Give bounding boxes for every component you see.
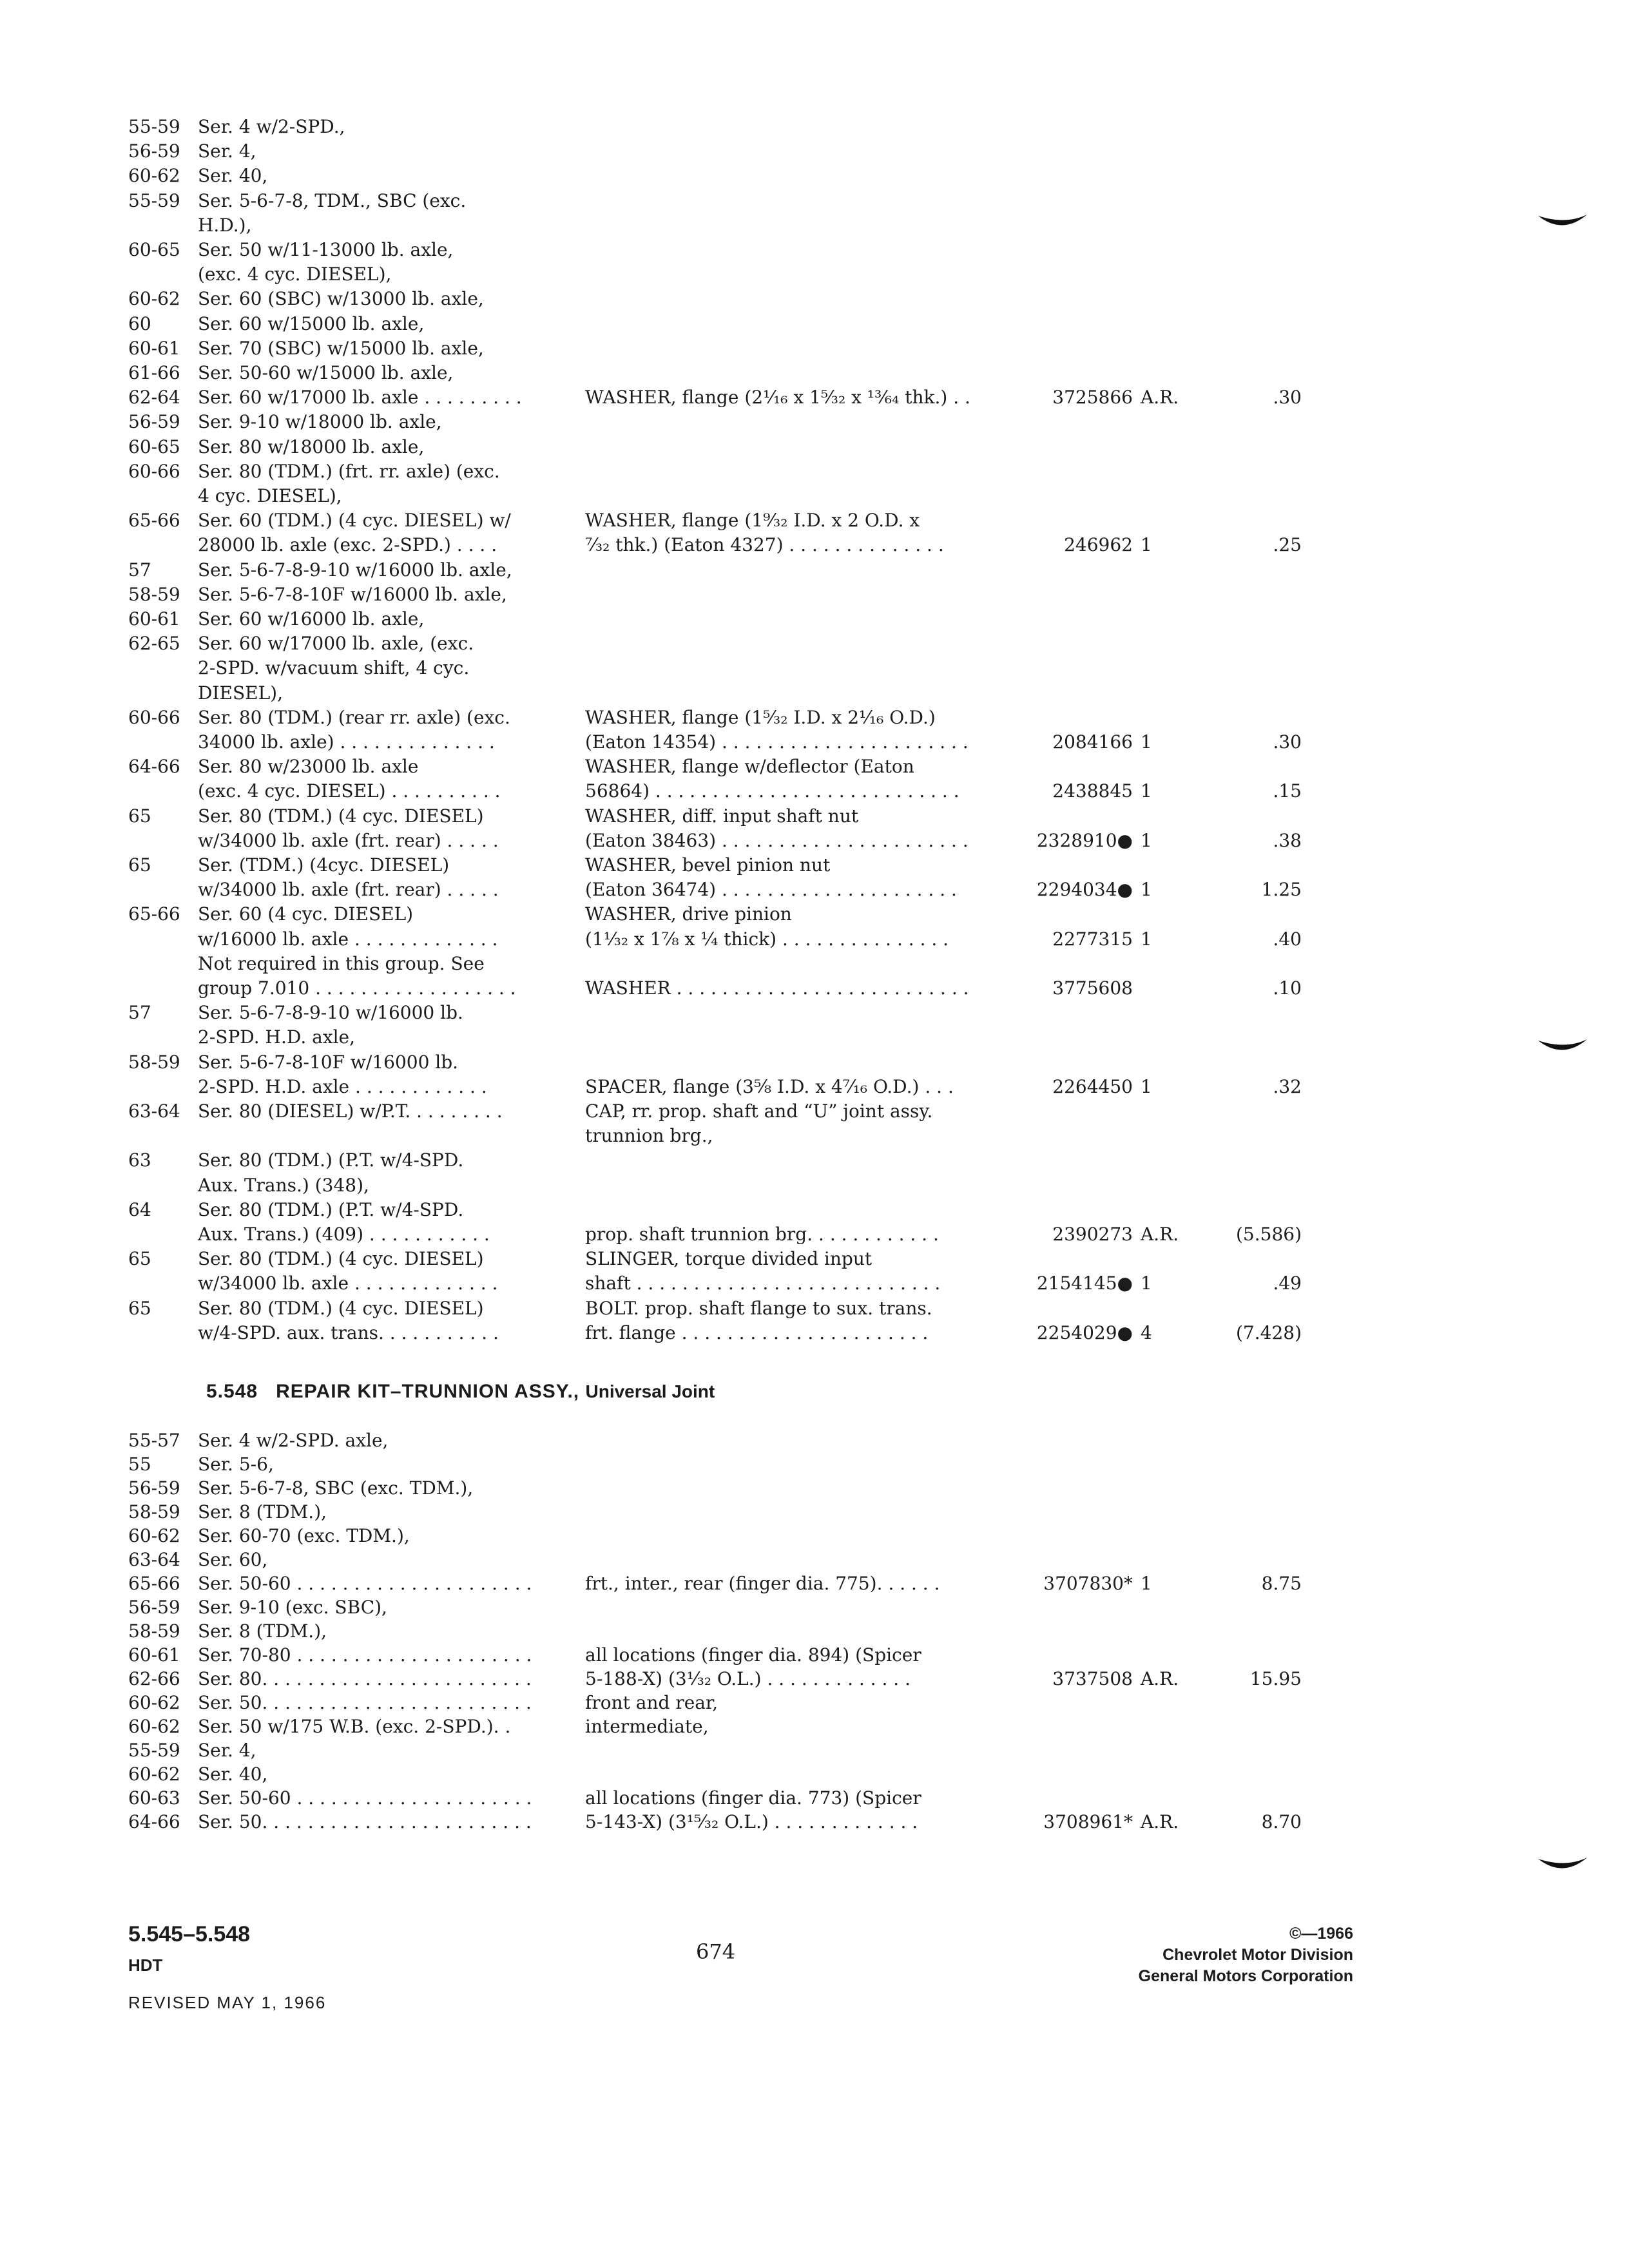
year-range: 57 <box>128 559 151 581</box>
part-description: all locations (finger dia. 773) (Spicer <box>585 1787 921 1809</box>
application: Aux. Trans.) (348), <box>198 1174 369 1196</box>
application: w/34000 lb. axle . . . . . . . . . . . . . <box>198 1273 498 1294</box>
application: Ser. 5-6-7-8-10F w/16000 lb. axle, <box>198 583 507 605</box>
application: 2-SPD. H.D. axle . . . . . . . . . . . . <box>198 1075 487 1097</box>
price: 15.95 <box>1249 1668 1302 1689</box>
parts-row <box>0 336 1629 361</box>
year-range: 55-57 <box>128 1430 180 1451</box>
quantity: 1 <box>1141 879 1152 901</box>
part-description: all locations (finger dia. 894) (Spicer <box>585 1644 921 1666</box>
part-description: SPACER, flange (3⁵⁄₈ I.D. x 4⁷⁄₁₆ O.D.) . . . <box>585 1075 954 1097</box>
parts-row <box>0 1247 1629 1271</box>
part-description: WASHER, flange w/deflector (Eaton <box>585 756 914 778</box>
application: Aux. Trans.) (409) . . . . . . . . . . . <box>198 1224 490 1245</box>
parts-row <box>0 1296 1629 1321</box>
parts-row <box>0 558 1629 582</box>
parts-row <box>0 1786 1629 1811</box>
part-number: 2154145● <box>1036 1273 1133 1294</box>
part-number: 2254029● <box>1036 1321 1133 1343</box>
parts-row <box>0 385 1629 410</box>
year-range: 55-59 <box>128 1740 180 1761</box>
application: Ser. 60 (SBC) w/13000 lb. axle, <box>198 288 484 310</box>
parts-row <box>0 1050 1629 1075</box>
part-description: prop. shaft trunnion brg. . . . . . . . . . . . <box>585 1224 939 1245</box>
part-description: WASHER . . . . . . . . . . . . . . . . . . . . . . . . . . <box>585 977 969 999</box>
division-name: Chevrolet Motor Division <box>1162 1946 1353 1964</box>
year-range: 55 <box>128 1454 151 1475</box>
part-number: 3725866 <box>1052 387 1133 408</box>
parts-row <box>0 878 1629 902</box>
parts-row <box>0 213 1629 238</box>
application: Ser. 50-60 . . . . . . . . . . . . . . . . . . . . . <box>198 1573 532 1594</box>
quantity: A.R. <box>1141 1224 1179 1245</box>
part-description: WASHER, flange (1⁵⁄₃₂ I.D. x 2¹⁄₁₆ O.D.) <box>585 706 936 728</box>
application: Ser. 9-10 (exc. SBC), <box>198 1597 387 1618</box>
part-number: 2438845 <box>1052 780 1133 802</box>
application: Ser. 60 w/16000 lb. axle, <box>198 608 425 629</box>
price: 8.70 <box>1261 1811 1302 1832</box>
parts-row <box>0 435 1629 459</box>
parts-row <box>0 1025 1629 1050</box>
year-range: 65-66 <box>128 510 180 532</box>
quantity: 1 <box>1141 780 1152 802</box>
application: Ser. 80 (TDM.) (rear rr. axle) (exc. <box>198 706 510 728</box>
application: Ser. 5-6-7-8-9-10 w/16000 lb. axle, <box>198 559 512 581</box>
parts-row <box>0 1198 1629 1222</box>
year-range: 61-66 <box>128 362 180 383</box>
application: Ser. 60, <box>198 1549 268 1570</box>
application: Ser. 60 (TDM.) (4 cyc. DIESEL) w/ <box>198 510 511 532</box>
year-range: 60-65 <box>128 239 180 260</box>
part-description: shaft . . . . . . . . . . . . . . . . . . . . . . . . . . . <box>585 1273 941 1294</box>
part-description: SLINGER, torque divided input <box>585 1248 872 1270</box>
parts-row <box>0 1691 1629 1715</box>
application: Ser. 50-60 w/15000 lb. axle, <box>198 362 454 383</box>
parts-row <box>0 607 1629 631</box>
part-number: 246962 <box>1064 534 1133 556</box>
part-description: front and rear, <box>585 1692 718 1713</box>
parts-row <box>0 1810 1629 1834</box>
price: .15 <box>1273 780 1302 802</box>
part-description: WASHER, flange (2¹⁄₁₆ x 1⁵⁄₃₂ x ¹³⁄₆₄ thk.) . . <box>585 387 970 408</box>
year-range: 56-59 <box>128 140 180 162</box>
part-description: (Eaton 36474) . . . . . . . . . . . . . . . . . . . . . <box>585 879 957 901</box>
application: Ser. 9-10 w/18000 lb. axle, <box>198 411 442 433</box>
parts-row <box>0 1715 1629 1739</box>
parts-row <box>0 853 1629 878</box>
binder-punch-mark-icon <box>1537 1034 1588 1060</box>
part-description: ⁷⁄₃₂ thk.) (Eaton 4327) . . . . . . . . . . . . . . <box>585 534 944 556</box>
parts-row <box>0 1571 1629 1596</box>
application: Ser. 80 (TDM.) (P.T. w/4-SPD. <box>198 1149 464 1171</box>
part-description: trunnion brg., <box>585 1125 713 1147</box>
application: Ser. 60 (4 cyc. DIESEL) <box>198 903 414 925</box>
year-range: 60-62 <box>128 1763 180 1785</box>
year-range: 60-61 <box>128 608 180 629</box>
part-number: 2277315 <box>1052 928 1133 950</box>
parts-row <box>0 779 1629 803</box>
year-range: 65-66 <box>128 903 180 925</box>
parts-row <box>0 1001 1629 1025</box>
year-range: 65 <box>128 1248 151 1270</box>
part-number: 2084166 <box>1052 731 1133 753</box>
application: Ser. 80 (TDM.) (frt. rr. axle) (exc. <box>198 460 500 482</box>
application: w/4-SPD. aux. trans. . . . . . . . . . . <box>198 1321 499 1343</box>
price: .32 <box>1273 1075 1302 1097</box>
year-range: 60-66 <box>128 706 180 728</box>
parts-row <box>0 410 1629 434</box>
price: .40 <box>1273 928 1302 950</box>
year-range: 63 <box>128 1149 151 1171</box>
application: Ser. 60 w/17000 lb. axle, (exc. <box>198 633 474 655</box>
year-range: 65 <box>128 1297 151 1319</box>
year-range: 62-64 <box>128 387 180 408</box>
parts-row <box>0 730 1629 754</box>
application: Not required in this group. See <box>198 952 485 974</box>
parts-row <box>0 829 1629 853</box>
application: Ser. 60 w/15000 lb. axle, <box>198 312 425 334</box>
parts-row <box>0 238 1629 262</box>
year-range: 60 <box>128 312 151 334</box>
footer-line-code: HDT <box>128 1956 163 1975</box>
parts-row <box>0 804 1629 829</box>
application: 28000 lb. axle (exc. 2-SPD.) . . . . <box>198 534 497 556</box>
part-description: frt. flange . . . . . . . . . . . . . . . . . . . . . . <box>585 1321 929 1343</box>
parts-row <box>0 287 1629 311</box>
application: (exc. 4 cyc. DIESEL) . . . . . . . . . . <box>198 780 501 802</box>
application: w/34000 lb. axle (frt. rear) . . . . . <box>198 829 499 851</box>
footer-publisher <box>1139 1923 1353 1987</box>
parts-row <box>0 312 1629 336</box>
parts-row <box>0 1148 1629 1173</box>
part-number: 2294034● <box>1036 879 1133 901</box>
parts-row <box>0 189 1629 213</box>
application: Ser. 8 (TDM.), <box>198 1501 327 1523</box>
copyright: ©—1966 <box>1289 1925 1353 1943</box>
part-number: 2328910● <box>1036 829 1133 851</box>
year-range: 64 <box>128 1198 151 1220</box>
application: Ser. 80 (TDM.) (4 cyc. DIESEL) <box>198 1297 484 1319</box>
year-range: 58-59 <box>128 583 180 605</box>
application: Ser. 50. . . . . . . . . . . . . . . . . . . . . . . . <box>198 1692 532 1713</box>
year-range: 60-62 <box>128 165 180 187</box>
parts-row <box>0 262 1629 287</box>
year-range: 60-63 <box>128 1787 180 1809</box>
price: .38 <box>1273 829 1302 851</box>
application: Ser. 5-6-7-8-10F w/16000 lb. <box>198 1051 459 1073</box>
parts-row <box>0 164 1629 188</box>
parts-row <box>0 754 1629 779</box>
application: Ser. 80. . . . . . . . . . . . . . . . . . . . . . . . <box>198 1668 532 1689</box>
part-description: CAP, rr. prop. shaft and “U” joint assy. <box>585 1100 933 1122</box>
application: Ser. 80 (TDM.) (4 cyc. DIESEL) <box>198 805 484 827</box>
part-description: WASHER, drive pinion <box>585 903 792 925</box>
application: w/34000 lb. axle (frt. rear) . . . . . <box>198 879 499 901</box>
application: Ser. 80 w/23000 lb. axle <box>198 756 419 778</box>
quantity: 1 <box>1141 1075 1152 1097</box>
part-number: 3707830* <box>1043 1573 1133 1594</box>
part-description: (Eaton 38463) . . . . . . . . . . . . . . . . . . . . . . <box>585 829 969 851</box>
parts-row <box>0 1222 1629 1247</box>
parts-row <box>0 1099 1629 1124</box>
parts-row <box>0 115 1629 139</box>
parts-row <box>0 1428 1629 1453</box>
price: 8.75 <box>1261 1573 1302 1594</box>
application: Ser. 4 w/2-SPD. axle, <box>198 1430 389 1451</box>
price: (7.428) <box>1235 1321 1302 1343</box>
parts-row <box>0 1738 1629 1763</box>
quantity: 1 <box>1141 928 1152 950</box>
binder-punch-mark-icon <box>1537 209 1588 235</box>
quantity: A.R. <box>1141 1668 1179 1689</box>
year-range: 56-59 <box>128 1597 180 1618</box>
price: (5.586) <box>1235 1224 1302 1245</box>
parts-row <box>0 484 1629 508</box>
year-range: 58-59 <box>128 1620 180 1642</box>
application: Ser. 5-6-7-8-9-10 w/16000 lb. <box>198 1002 463 1024</box>
parts-row <box>0 706 1629 730</box>
application: Ser. 40, <box>198 165 268 187</box>
application: Ser. 70 (SBC) w/15000 lb. axle, <box>198 337 484 359</box>
application: Ser. 50 w/11-13000 lb. axle, <box>198 239 454 260</box>
application: Ser. 5-6-7-8, TDM., SBC (exc. <box>198 189 467 211</box>
part-number: 3737508 <box>1052 1668 1133 1689</box>
year-range: 60-61 <box>128 1644 180 1666</box>
quantity: A.R. <box>1141 387 1179 408</box>
year-range: 64-66 <box>128 1811 180 1832</box>
year-range: 62-65 <box>128 633 180 655</box>
application: w/16000 lb. axle . . . . . . . . . . . . . <box>198 928 498 950</box>
application: Ser. 50. . . . . . . . . . . . . . . . . . . . . . . . <box>198 1811 532 1832</box>
application: Ser. 5-6, <box>198 1454 274 1475</box>
parts-row <box>0 976 1629 1001</box>
application: 2-SPD. w/vacuum shift, 4 cyc. <box>198 657 470 679</box>
parts-row <box>0 1619 1629 1644</box>
year-range: 55-59 <box>128 116 180 137</box>
quantity: 1 <box>1141 1573 1152 1594</box>
year-range: 60-61 <box>128 337 180 359</box>
application: Ser. 40, <box>198 1763 268 1785</box>
application: Ser. (TDM.) (4cyc. DIESEL) <box>198 854 450 876</box>
year-range: 56-59 <box>128 411 180 433</box>
application: Ser. 4, <box>198 1740 256 1761</box>
parts-row <box>0 1548 1629 1572</box>
parts-row <box>0 1476 1629 1501</box>
year-range: 60-62 <box>128 1525 180 1546</box>
part-description: BOLT. prop. shaft flange to sux. trans. <box>585 1297 932 1319</box>
parts-row <box>0 508 1629 533</box>
part-description: intermediate, <box>585 1716 709 1737</box>
year-range: 55-59 <box>128 189 180 211</box>
application: Ser. 5-6-7-8, SBC (exc. TDM.), <box>198 1477 474 1499</box>
parts-row <box>0 1452 1629 1477</box>
application: 34000 lb. axle) . . . . . . . . . . . . . . <box>198 731 495 753</box>
year-range: 58-59 <box>128 1501 180 1523</box>
application: Ser. 8 (TDM.), <box>198 1620 327 1642</box>
part-description: 56864) . . . . . . . . . . . . . . . . . . . . . . . . . . . <box>585 780 959 802</box>
price: .25 <box>1273 534 1302 556</box>
year-range: 60-66 <box>128 460 180 482</box>
quantity: 1 <box>1141 534 1152 556</box>
part-description: frt., inter., rear (finger dia. 775). . . . . . <box>585 1573 940 1594</box>
part-description: WASHER, flange (1⁹⁄₃₂ I.D. x 2 O.D. x <box>585 510 920 532</box>
parts-row <box>0 1524 1629 1548</box>
section-subtitle: Universal Joint <box>585 1381 715 1401</box>
part-description: WASHER, diff. input shaft nut <box>585 805 859 827</box>
application: Ser. 60-70 (exc. TDM.), <box>198 1525 410 1546</box>
parts-row <box>0 681 1629 706</box>
year-range: 57 <box>128 1002 151 1024</box>
parts-row <box>0 902 1629 927</box>
price: .49 <box>1273 1273 1302 1294</box>
quantity: 1 <box>1141 731 1152 753</box>
parts-row <box>0 1321 1629 1345</box>
application: Ser. 80 (TDM.) (P.T. w/4-SPD. <box>198 1198 464 1220</box>
parts-row <box>0 1500 1629 1524</box>
part-number: 2264450 <box>1052 1075 1133 1097</box>
year-range: 64-66 <box>128 756 180 778</box>
parts-row <box>0 361 1629 385</box>
price: .10 <box>1273 977 1302 999</box>
year-range: 63-64 <box>128 1100 180 1122</box>
footer-section-code: 5.545–5.548 <box>128 1922 251 1946</box>
quantity: 1 <box>1141 1273 1152 1294</box>
parts-row <box>0 952 1629 976</box>
price: 1.25 <box>1261 879 1302 901</box>
part-description: (1¹⁄₃₂ x 1⁷⁄₈ x ¼ thick) . . . . . . . . . . . . . . . <box>585 928 949 950</box>
application: (exc. 4 cyc. DIESEL), <box>198 264 392 285</box>
application: Ser. 4, <box>198 140 256 162</box>
part-description: 5-143-X) (3¹⁵⁄₃₂ O.L.) . . . . . . . . . . . . . <box>585 1811 918 1832</box>
year-range: 62-66 <box>128 1668 180 1689</box>
year-range: 58-59 <box>128 1051 180 1073</box>
application: 4 cyc. DIESEL), <box>198 485 342 506</box>
binder-punch-mark-icon <box>1537 1852 1588 1878</box>
quantity: 1 <box>1141 829 1152 851</box>
application: Ser. 80 (DIESEL) w/P.T. . . . . . . . . <box>198 1100 503 1122</box>
year-range: 60-62 <box>128 288 180 310</box>
page-number: 674 <box>696 1939 736 1964</box>
quantity: 4 <box>1141 1321 1152 1343</box>
parts-row <box>0 656 1629 680</box>
year-range: 65-66 <box>128 1573 180 1594</box>
year-range: 56-59 <box>128 1477 180 1499</box>
parts-row <box>0 139 1629 164</box>
quantity: A.R. <box>1141 1811 1179 1832</box>
price: .30 <box>1273 387 1302 408</box>
part-description: (Eaton 14354) . . . . . . . . . . . . . . . . . . . . . . <box>585 731 969 753</box>
application: Ser. 80 w/18000 lb. axle, <box>198 436 425 457</box>
section-title: REPAIR KIT–TRUNNION ASSY., <box>276 1381 580 1402</box>
year-range: 60-62 <box>128 1716 180 1737</box>
parts-row <box>0 927 1629 952</box>
year-range: 60-62 <box>128 1692 180 1713</box>
price: .30 <box>1273 731 1302 753</box>
application: Ser. 50-60 . . . . . . . . . . . . . . . . . . . . . <box>198 1787 532 1809</box>
application: H.D.), <box>198 214 252 236</box>
part-description: WASHER, bevel pinion nut <box>585 854 831 876</box>
parts-row <box>0 1595 1629 1620</box>
application: Ser. 50 w/175 W.B. (exc. 2-SPD.). . <box>198 1716 511 1737</box>
parts-row <box>0 533 1629 557</box>
year-range: 65 <box>128 805 151 827</box>
parts-row <box>0 1667 1629 1691</box>
parts-row <box>0 459 1629 484</box>
parts-row <box>0 1271 1629 1296</box>
part-number: 3775608 <box>1052 977 1133 999</box>
parts-row <box>0 631 1629 656</box>
parts-row <box>0 1643 1629 1667</box>
parts-row <box>0 1173 1629 1198</box>
part-number: 2390273 <box>1052 1224 1133 1245</box>
part-description: 5-188-X) (3¹⁄₃₂ O.L.) . . . . . . . . . . . . . <box>585 1668 911 1689</box>
application: Ser. 70-80 . . . . . . . . . . . . . . . . . . . . . <box>198 1644 532 1666</box>
corporation-name: General Motors Corporation <box>1138 1967 1353 1985</box>
parts-row <box>0 1762 1629 1787</box>
year-range: 63-64 <box>128 1549 180 1570</box>
application: Ser. 80 (TDM.) (4 cyc. DIESEL) <box>198 1248 484 1270</box>
application: group 7.010 . . . . . . . . . . . . . . . . . . <box>198 977 516 999</box>
application: Ser. 60 w/17000 lb. axle . . . . . . . . . <box>198 387 522 408</box>
parts-row <box>0 1075 1629 1099</box>
part-number: 3708961* <box>1043 1811 1133 1832</box>
parts-row <box>0 582 1629 607</box>
section-number: 5.548 <box>206 1381 258 1402</box>
parts-row <box>0 1124 1629 1148</box>
year-range: 60-65 <box>128 436 180 457</box>
section-heading <box>206 1378 715 1406</box>
footer-revised-date: REVISED MAY 1, 1966 <box>128 1993 327 2012</box>
year-range: 65 <box>128 854 151 876</box>
application: 2-SPD. H.D. axle, <box>198 1026 356 1048</box>
application: DIESEL), <box>198 682 283 704</box>
application: Ser. 4 w/2-SPD., <box>198 116 345 137</box>
